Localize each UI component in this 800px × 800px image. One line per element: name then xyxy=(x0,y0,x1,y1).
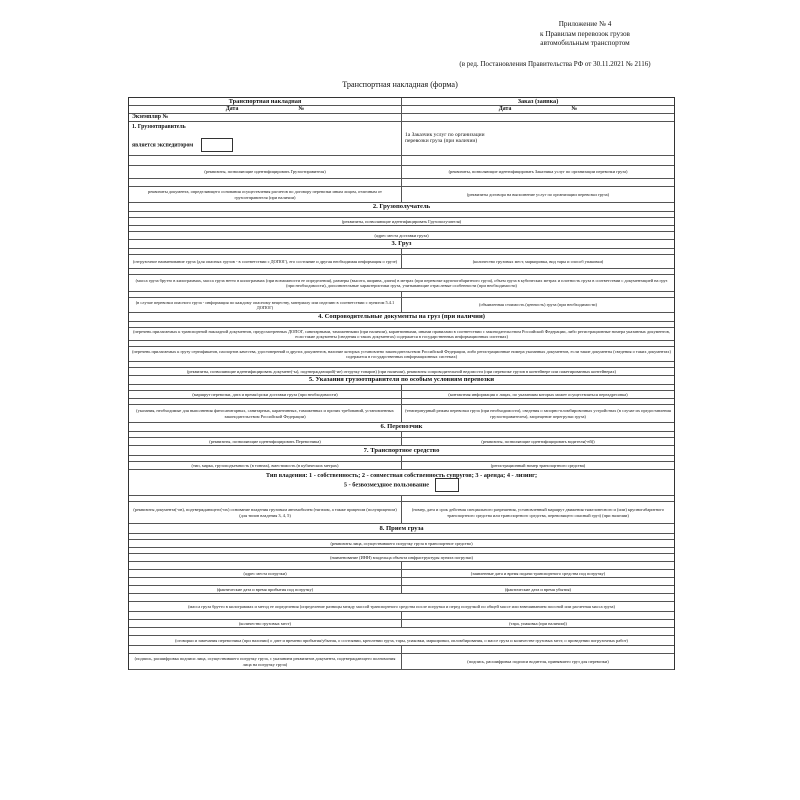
carrier-title: 6. Перевозчик xyxy=(380,423,423,431)
ownership-line-1: Тип владения: 1 - собственность; 2 - совместная собственность супругов; 3 - аренда; 4 - лизинг; xyxy=(265,471,538,479)
cargo-mass-caption: (масса груза брутто в килограммах, масса груза нетто в килограммах (при возможности ее определения), размеры (высота, ширина, длина) в метрах (при перевозке крупногабаритного груза), объем груза в кубических метрах и плотность груза в соответствии с документацией на груз (при необходимости), дополнительные характеристики груза, учитывающие отраслевые особенности (при необходимости) xyxy=(135,277,668,288)
driver-signature-caption: (подпись, расшифровка подписи водителя, принявшего груз для перевозки) xyxy=(401,654,674,669)
carrier-remarks-caption: (оговорки и замечания перевозчика (при наличии) о дате и времени прибытия/убытия, о состоянии, креплении груза, тары, упаковки, маркировки, опломбирования, о массе груза и количестве грузовых мест, о проведении погрузочных работ) xyxy=(175,637,628,643)
cargo-title: 3. Груз xyxy=(391,240,412,248)
actual-arrival-caption: (фактические дата и время прибытия под погрузку) xyxy=(216,586,314,592)
actual-departure-caption: (фактические дата и время убытия) xyxy=(401,586,674,593)
date-label-left: Дата xyxy=(225,106,239,112)
special-conditions-title: 5. Указания грузоотправителя по особым условиям перевозки xyxy=(308,376,495,384)
waybill-form xyxy=(128,97,675,670)
ownership-docs-caption: (реквизиты документа(-ов), подтверждающего(-их) основание владения грузовым автомобилем (тягачом, а также прицепом (полуприцепом) (для типов владения 3, 4, 5) xyxy=(133,507,397,518)
copy-label: Экземпляр № xyxy=(132,114,169,120)
attached-docs-caption: (перечень прилагаемых к транспортной накладной документов, предусмотренных ДОПОГ, санитарными, таможенными (при наличии), карантинными, иными правилами в соответствии с законодательством Российской Федерации, либо регистрационные номера указанных документов, если такие документы (сведения о таких документах) содержатся в государственных информационных системах) xyxy=(133,328,670,339)
cargo-places-caption: (количество грузовых мест, маркировка, вид тары и способ упаковки) xyxy=(401,255,674,268)
consignee-title: 2. Грузополучатель xyxy=(372,203,431,211)
expeditor-checkbox[interactable] xyxy=(201,138,233,152)
carrier-requisites-caption: (реквизиты, позволяющие идентифицировать Перевозчика) xyxy=(209,438,321,444)
shipper-row xyxy=(129,122,674,156)
loader-signature-caption: (подпись, расшифровка подписи лица, осуществившего погрузку груза, с указанием реквизитов документа, подтверждающего полномочия лица на погрузку груза) xyxy=(134,656,396,667)
ownership-row xyxy=(129,470,674,496)
document-title: Транспортная накладная (форма) xyxy=(342,80,458,89)
expeditor-label: является экспедитором xyxy=(132,138,233,152)
driver-requisites-caption: (реквизиты, позволяющие идентифицировать водителя(-ей)) xyxy=(401,438,674,445)
appendix-line-3: автомобильным транспортом xyxy=(540,39,630,47)
date-row xyxy=(129,106,674,114)
registration-number-caption: (регистрационный номер транспортного средства) xyxy=(401,462,674,469)
certificates-caption: (перечень прилагаемых к грузу сертификатов, паспортов качества, удостоверений и других документов, наличие которых установлено законодательством Российской Федерации, либо регистрационные номера указанных документов, если такие документы (сведения о таких документах) содержатся в государственных информационных системах) xyxy=(132,348,671,359)
appendix-block xyxy=(500,20,670,49)
dangerous-cargo-caption: (в случае перевозки опасного груза - информация по каждому опасному веществу, материалу или изделию в соответствии с пунктом 5.4.1 ДОПОГ) xyxy=(135,299,395,310)
customer-label-2: перевозки груза (при наличии) xyxy=(405,137,478,144)
consignee-requisites-caption: (реквизиты, позволяющие идентифицировать Грузополучателя) xyxy=(341,218,462,224)
customer-label-1: 1а Заказчик услуг по организации xyxy=(405,132,485,139)
vehicle-title: 7. Транспортное средство xyxy=(363,446,440,454)
cargo-name-caption: (отгрузочное наименование груза (для опасных грузов - в соответствии с ДОПОГ), его состояние и другая необходимая информация о грузе) xyxy=(132,258,398,264)
vehicle-type-caption: (тип, марка, грузоподъемность (в тоннах), вместимость (в кубических метрах) xyxy=(191,462,339,468)
packaging-caption: (тара, упаковка (при наличии)) xyxy=(401,620,674,627)
ownership-type-box[interactable] xyxy=(435,478,459,492)
shipper-title: 1. Грузоотправитель xyxy=(132,124,186,131)
temperature-caption: (температурный режим перевозки груза (при необходимости), сведения о запорно-пломбировочных устройствах (в случае их предоставления грузоотправителем), запрещение перегрузки груза) xyxy=(401,405,674,422)
loading-address-caption: (адрес места погрузки) xyxy=(243,570,287,576)
appendix-line-2: к Правилам перевозок грузов xyxy=(540,29,630,38)
appendix-line-1: Приложение № 4 xyxy=(558,20,612,28)
phyto-caption: (указания, необходимые для выполнения фитосанитарных, санитарных, карантинных, таможенных и прочих требований, установленных законодательством Российской Федерации) xyxy=(136,408,394,419)
loaded-mass-caption: (масса груза брутто в килограммах и метод ее определения (определение разницы между массой транспортного средства после погрузки и перед погрузкой по общей массе или взвешиванием поосной или расчетная масса груза) xyxy=(188,603,615,609)
date-label-right: Дата xyxy=(498,106,512,112)
edition-note: (в ред. Постановления Правительства РФ от 30.11.2021 № 2116) xyxy=(459,60,651,68)
contract-caption: (реквизиты договора на выполнение услуг по организации перевозки груза) xyxy=(401,187,674,202)
copy-row xyxy=(129,114,674,122)
loader-requisites-caption: (реквизиты лица, осуществившего погрузку груза в транспортное средство) xyxy=(330,540,473,546)
declared-value-caption: (объявленная стоимость (ценность) груза (при необходимости) xyxy=(401,298,674,312)
delivery-address-caption: (адрес места доставки груза) xyxy=(374,232,429,238)
payment-basis-caption: реквизиты документа, определяющего основания осуществления расчетов по договору перевозки иным лицом, отличным от грузоотправителя (при наличии) xyxy=(148,189,382,200)
route-caption: (маршрут перевозки, дата и время/сроки доставки груза (при необходимости) xyxy=(192,391,338,397)
waybill-header: Транспортная накладная xyxy=(228,98,302,105)
number-label-left: № xyxy=(298,106,305,112)
special-permit-caption: (номер, дата и срок действия специального разрешения, установленный маршрут движения тяжеловесного и (или) крупногабаритного транспортного средства или транспортного средства, перевозящего опасный груз) (при наличии) xyxy=(401,502,674,523)
shipper-requisites-caption: (реквизиты, позволяющие идентифицировать Грузоотправителя) xyxy=(204,169,326,175)
ownership-line-2: 5 - безвозмездное пользование xyxy=(344,478,459,492)
customer-requisites-caption: (реквизиты, позволяющие идентифицировать Заказчика услуг по организации перевозки груза) xyxy=(401,166,674,178)
accompanying-docs-title: 4. Сопроводительные документы на груз (при наличии) xyxy=(318,313,485,321)
contact-caption: (контактная информация о лицах, по указаниям которых может осуществляться переадресовка) xyxy=(401,391,674,398)
header-row xyxy=(129,98,674,106)
places-count-caption: (количество грузовых мест) xyxy=(238,620,292,626)
order-header: Заказ (заявка) xyxy=(401,98,674,105)
number-label-right: № xyxy=(571,106,578,112)
cargo-acceptance-title: 8. Прием груза xyxy=(379,524,424,532)
declared-arrival-caption: (заявленные дата и время подачи транспортного средства под погрузку) xyxy=(401,570,674,577)
shipment-docs-caption: (реквизиты, позволяющие идентифицировать документ(-ы), подтверждающий(-ие) отгрузку товаров) (при наличии), реквизиты сопроводительной ведомости (при перевозке грузов в контейнере или пакетированных контейнерах) xyxy=(186,368,617,374)
infrastructure-owner-caption: (наименование (ИНН) владельца объекта инфраструктуры пункта погрузки) xyxy=(330,554,473,560)
